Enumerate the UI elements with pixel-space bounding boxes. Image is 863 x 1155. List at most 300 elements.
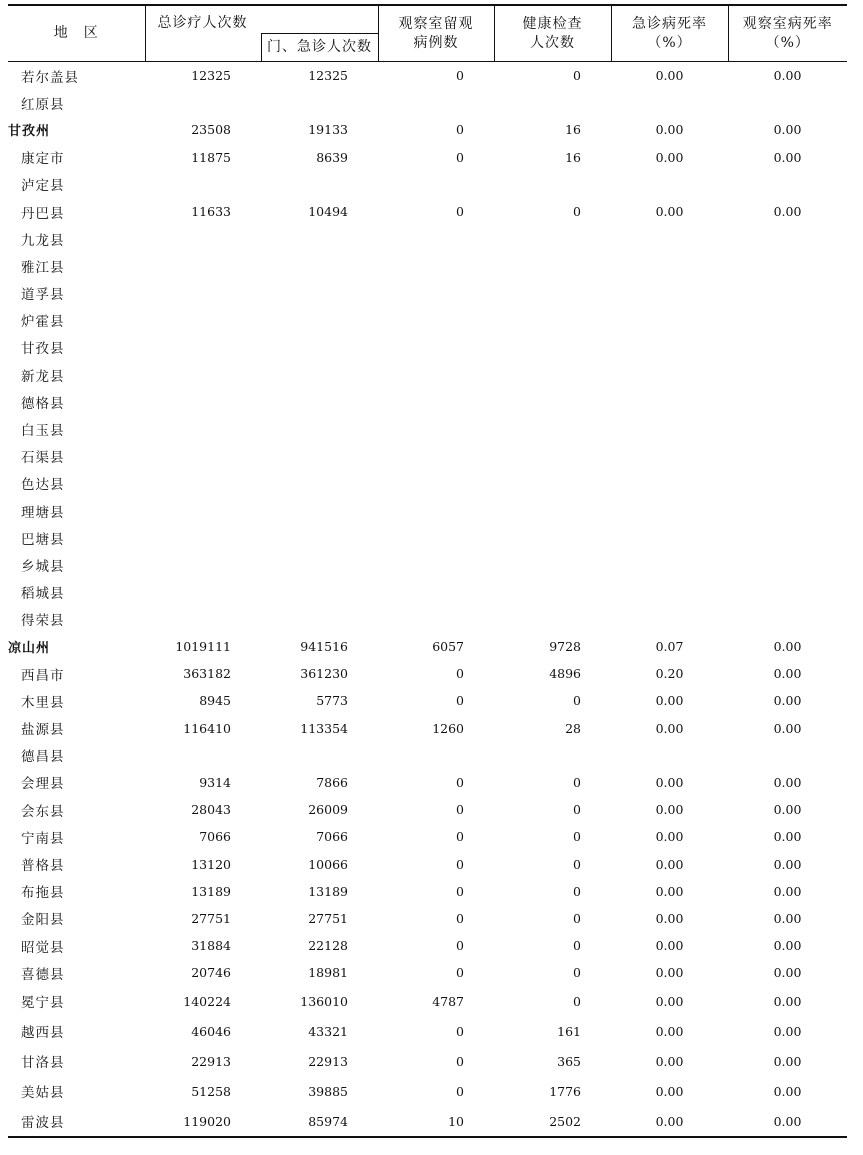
observation-cases-cell: 0 — [456, 938, 464, 954]
observation-death-rate-cell: 0.00 — [773, 639, 802, 655]
observation-death-rate-cell — [728, 443, 847, 470]
observation-death-rate-cell: 0.00 — [773, 693, 802, 709]
er-death-rate-cell: 0.00 — [655, 1023, 684, 1039]
region-cell: 甘洛县 — [21, 1055, 65, 1072]
observation-cases-cell: 0 — [456, 1083, 464, 1099]
total-visits-cell — [145, 524, 261, 551]
outpatient-visits-cell: 22913 — [308, 1053, 348, 1069]
region-cell: 九龙县 — [21, 232, 65, 249]
health-checkup-cell: 0 — [573, 856, 581, 872]
table-row — [8, 878, 847, 905]
health-checkup-cell — [494, 361, 611, 388]
region-cell: 色达县 — [21, 477, 65, 494]
table-row — [8, 89, 847, 116]
total-visits-cell — [145, 280, 261, 307]
outpatient-visits-cell: 13189 — [308, 883, 348, 899]
health-checkup-cell: 0 — [573, 883, 581, 899]
er-death-rate-cell: 0.00 — [655, 883, 684, 899]
region-cell: 普格县 — [21, 858, 65, 875]
observation-cases-cell — [378, 415, 494, 442]
er-death-rate-cell — [611, 388, 728, 415]
observation-death-rate-cell: 0.00 — [773, 910, 802, 926]
observation-death-rate-cell — [728, 524, 847, 551]
outpatient-visits-cell: 8639 — [316, 149, 348, 165]
table-row — [8, 334, 847, 361]
er-death-rate-cell: 0.00 — [655, 68, 684, 84]
table-row — [8, 606, 847, 633]
total-visits-cell: 140224 — [183, 993, 231, 1009]
total-visits-cell — [145, 171, 261, 198]
table-row — [8, 280, 847, 307]
er-death-rate-cell: 0.00 — [655, 693, 684, 709]
outpatient-visits-cell: 43321 — [308, 1023, 348, 1039]
health-checkup-cell: 4896 — [549, 666, 581, 682]
outpatient-visits-cell: 5773 — [316, 693, 348, 709]
health-checkup-cell: 9728 — [549, 639, 581, 655]
total-visits-cell: 11633 — [191, 204, 231, 220]
header-obs-death-line2: （%） — [765, 34, 810, 51]
health-checkup-cell — [494, 171, 611, 198]
table-row — [8, 1106, 847, 1137]
header-health-checkups — [494, 5, 611, 62]
er-death-rate-cell — [611, 307, 728, 334]
total-visits-cell — [145, 579, 261, 606]
health-checkup-cell: 2502 — [494, 1106, 611, 1137]
region-cell: 甘孜州 — [8, 124, 51, 140]
observation-cases-cell — [378, 497, 494, 524]
observation-cases-cell — [378, 225, 494, 252]
outpatient-visits-cell: 12325 — [308, 68, 348, 84]
outpatient-visits-cell — [261, 361, 378, 388]
region-cell: 雷波县 — [8, 1106, 145, 1137]
table-row — [8, 633, 847, 660]
er-death-rate-cell — [611, 551, 728, 578]
observation-cases-cell: 0 — [456, 68, 464, 84]
observation-cases-cell — [378, 388, 494, 415]
observation-cases-cell — [378, 171, 494, 198]
observation-cases-cell — [378, 280, 494, 307]
outpatient-visits-cell — [261, 307, 378, 334]
er-death-rate-cell — [611, 579, 728, 606]
observation-death-rate-cell — [728, 334, 847, 361]
observation-cases-cell: 6057 — [432, 639, 464, 655]
total-visits-cell: 8945 — [199, 693, 231, 709]
er-death-rate-cell: 0.00 — [655, 122, 684, 138]
observation-cases-cell — [378, 89, 494, 116]
observation-death-rate-cell — [728, 551, 847, 578]
region-cell: 康定市 — [21, 151, 65, 168]
observation-cases-cell: 0 — [456, 149, 464, 165]
region-cell: 美姑县 — [21, 1085, 65, 1102]
health-checkup-cell — [494, 443, 611, 470]
observation-death-rate-cell — [728, 225, 847, 252]
region-cell: 红原县 — [21, 96, 65, 113]
table-row — [8, 1046, 847, 1076]
region-cell: 得荣县 — [21, 613, 65, 630]
observation-death-rate-cell — [728, 606, 847, 633]
total-visits-cell: 23508 — [191, 122, 231, 138]
observation-death-rate-cell: 0.00 — [773, 666, 802, 682]
observation-cases-cell — [378, 579, 494, 606]
region-cell: 凉山州 — [8, 641, 51, 657]
header-observation-death-rate — [728, 5, 847, 62]
health-checkup-cell — [494, 606, 611, 633]
observation-death-rate-cell: 0.00 — [773, 802, 802, 818]
observation-death-rate-cell — [728, 579, 847, 606]
region-cell: 甘孜县 — [21, 341, 65, 358]
observation-cases-cell: 0 — [456, 693, 464, 709]
er-death-rate-cell: 0.00 — [655, 965, 684, 981]
region-cell: 德昌县 — [21, 749, 65, 766]
outpatient-visits-cell: 27751 — [308, 910, 348, 926]
observation-death-rate-cell — [728, 280, 847, 307]
region-cell: 道孚县 — [21, 287, 65, 304]
outpatient-visits-cell — [261, 225, 378, 252]
health-checkup-cell: 0 — [573, 693, 581, 709]
region-cell: 泸定县 — [21, 178, 65, 195]
header-obs-death-line1: 观察室病死率 — [742, 15, 833, 32]
observation-death-rate-cell: 0.00 — [773, 938, 802, 954]
outpatient-visits-cell: 10494 — [308, 204, 348, 220]
er-death-rate-cell: 0.00 — [655, 829, 684, 845]
region-cell: 巴塘县 — [21, 531, 65, 548]
observation-death-rate-cell — [728, 361, 847, 388]
er-death-rate-cell — [611, 334, 728, 361]
outpatient-visits-cell: 85974 — [261, 1106, 378, 1137]
observation-cases-cell — [378, 252, 494, 279]
observation-death-rate-cell — [728, 470, 847, 497]
er-death-rate-cell: 0.00 — [655, 938, 684, 954]
outpatient-visits-cell — [261, 171, 378, 198]
observation-death-rate-cell: 0.00 — [773, 1053, 802, 1069]
er-death-rate-cell: 0.00 — [655, 1053, 684, 1069]
outpatient-visits-cell — [261, 579, 378, 606]
total-visits-cell: 31884 — [191, 938, 231, 954]
er-death-rate-cell: 0.00 — [655, 910, 684, 926]
outpatient-visits-cell: 19133 — [308, 122, 348, 138]
health-checkup-cell — [494, 334, 611, 361]
total-visits-cell: 46046 — [191, 1023, 231, 1039]
outpatient-visits-cell: 113354 — [300, 720, 348, 736]
health-checkup-cell: 0 — [573, 829, 581, 845]
region-cell: 白玉县 — [21, 423, 65, 440]
observation-cases-cell: 0 — [456, 910, 464, 926]
health-checkup-cell: 0 — [573, 204, 581, 220]
outpatient-visits-cell: 7866 — [316, 774, 348, 790]
observation-death-rate-cell — [728, 388, 847, 415]
outpatient-visits-cell — [261, 551, 378, 578]
region-cell: 冕宁县 — [21, 995, 65, 1012]
table-row — [8, 687, 847, 714]
health-checkup-cell — [494, 579, 611, 606]
table-row — [8, 823, 847, 850]
header-er-death-line1: 急诊病死率 — [632, 15, 707, 32]
region-cell: 昭觉县 — [21, 939, 65, 956]
header-region: 地 区 — [8, 5, 145, 62]
region-cell: 丹巴县 — [21, 205, 65, 222]
table-row — [8, 551, 847, 578]
outpatient-visits-cell: 10066 — [308, 856, 348, 872]
outpatient-visits-cell: 26009 — [308, 802, 348, 818]
er-death-rate-cell — [611, 252, 728, 279]
table-row — [8, 415, 847, 442]
er-death-rate-cell: 0.00 — [611, 1106, 728, 1137]
table-row — [8, 850, 847, 877]
table-row — [8, 252, 847, 279]
health-checkup-cell: 16 — [565, 122, 581, 138]
er-death-rate-cell: 0.00 — [655, 993, 684, 1009]
observation-death-rate-cell — [728, 415, 847, 442]
observation-death-rate-cell — [728, 89, 847, 116]
outpatient-visits-cell — [261, 497, 378, 524]
outpatient-visits-cell — [261, 524, 378, 551]
observation-cases-cell: 0 — [456, 829, 464, 845]
total-visits-cell — [145, 307, 261, 334]
er-death-rate-cell: 0.00 — [655, 149, 684, 165]
observation-cases-cell — [378, 307, 494, 334]
observation-death-rate-cell: 0.00 — [773, 856, 802, 872]
outpatient-visits-cell — [261, 388, 378, 415]
region-cell: 金阳县 — [21, 912, 65, 929]
outpatient-visits-cell: 22128 — [308, 938, 348, 954]
region-cell: 若尔盖县 — [21, 69, 79, 86]
region-cell: 雅江县 — [21, 259, 65, 276]
region-cell: 宁南县 — [21, 830, 65, 847]
observation-death-rate-cell: 0.00 — [773, 204, 802, 220]
er-death-rate-cell — [611, 443, 728, 470]
total-visits-cell: 13120 — [191, 856, 231, 872]
header-observation-line2: 病例数 — [413, 34, 459, 51]
total-visits-cell — [145, 742, 261, 769]
header-er-death-line2: （%） — [647, 34, 692, 51]
health-checkup-cell: 16 — [565, 149, 581, 165]
health-checkup-cell: 28 — [565, 720, 581, 736]
total-visits-cell: 1019111 — [175, 639, 231, 655]
outpatient-visits-cell — [261, 443, 378, 470]
health-checkup-cell — [494, 388, 611, 415]
er-death-rate-cell: 0.00 — [655, 856, 684, 872]
observation-death-rate-cell — [728, 742, 847, 769]
total-visits-cell — [145, 470, 261, 497]
er-death-rate-cell: 0.00 — [655, 720, 684, 736]
health-checkup-cell — [494, 415, 611, 442]
total-visits-cell: 9314 — [199, 774, 231, 790]
total-visits-cell: 116410 — [183, 720, 231, 736]
table-row — [8, 388, 847, 415]
region-cell: 盐源县 — [21, 722, 65, 739]
observation-cases-cell: 0 — [456, 1023, 464, 1039]
table-row — [8, 116, 847, 143]
table-row — [8, 361, 847, 388]
health-checkup-cell: 0 — [573, 774, 581, 790]
total-visits-cell — [145, 551, 261, 578]
outpatient-visits-cell: 941516 — [300, 639, 348, 655]
observation-death-rate-cell: 0.00 — [773, 965, 802, 981]
observation-cases-cell: 0 — [456, 856, 464, 872]
header-observation-line1: 观察室留观 — [398, 15, 474, 32]
observation-death-rate-cell — [728, 252, 847, 279]
total-visits-cell — [145, 443, 261, 470]
health-checkup-cell: 1776 — [549, 1083, 581, 1099]
health-checkup-cell — [494, 280, 611, 307]
table-row — [8, 198, 847, 225]
observation-cases-cell — [378, 443, 494, 470]
observation-cases-cell: 0 — [456, 883, 464, 899]
header-total-spacer — [145, 34, 261, 62]
outpatient-visits-cell — [261, 742, 378, 769]
er-death-rate-cell — [611, 225, 728, 252]
health-checkup-cell: 0 — [573, 938, 581, 954]
table-row — [8, 905, 847, 932]
table-row — [8, 497, 847, 524]
region-cell: 新龙县 — [21, 368, 65, 385]
outpatient-visits-cell — [261, 415, 378, 442]
total-visits-cell: 363182 — [183, 666, 231, 682]
total-visits-cell: 11875 — [191, 149, 231, 165]
observation-cases-cell: 0 — [456, 965, 464, 981]
region-cell: 西昌市 — [21, 667, 65, 684]
table-row — [8, 307, 847, 334]
total-visits-cell — [145, 89, 261, 116]
health-checkup-cell: 161 — [557, 1023, 581, 1039]
header-er-death-rate — [611, 5, 728, 62]
table-row — [8, 959, 847, 986]
er-death-rate-cell — [611, 742, 728, 769]
outpatient-visits-cell: 136010 — [300, 993, 348, 1009]
health-checkup-cell — [494, 470, 611, 497]
table-row — [8, 62, 847, 90]
health-checkup-cell — [494, 497, 611, 524]
observation-cases-cell: 1260 — [432, 720, 464, 736]
table-row — [8, 1016, 847, 1046]
er-death-rate-cell — [611, 524, 728, 551]
health-checkup-cell — [494, 252, 611, 279]
total-visits-cell — [145, 252, 261, 279]
observation-death-rate-cell — [728, 171, 847, 198]
region-cell: 石渠县 — [21, 450, 65, 467]
table-row — [8, 660, 847, 687]
health-checkup-cell: 0 — [573, 965, 581, 981]
observation-death-rate-cell: 0.00 — [773, 1023, 802, 1039]
table-header — [8, 5, 847, 62]
total-visits-cell: 51258 — [191, 1083, 231, 1099]
region-cell: 会东县 — [21, 803, 65, 820]
observation-cases-cell: 0 — [456, 666, 464, 682]
health-checkup-cell: 0 — [573, 910, 581, 926]
outpatient-visits-cell: 7066 — [316, 829, 348, 845]
er-death-rate-cell: 0.00 — [655, 802, 684, 818]
observation-death-rate-cell: 0.00 — [773, 829, 802, 845]
total-visits-cell: 119020 — [145, 1106, 261, 1137]
observation-cases-cell: 4787 — [432, 993, 464, 1009]
er-death-rate-cell — [611, 497, 728, 524]
table-row — [8, 986, 847, 1016]
region-cell: 会理县 — [21, 776, 65, 793]
er-death-rate-cell — [611, 415, 728, 442]
health-checkup-cell — [494, 551, 611, 578]
observation-cases-cell — [378, 524, 494, 551]
health-checkup-cell: 0 — [573, 802, 581, 818]
observation-cases-cell — [378, 361, 494, 388]
table-body — [8, 62, 847, 1138]
outpatient-visits-cell: 361230 — [300, 666, 348, 682]
outpatient-visits-cell — [261, 280, 378, 307]
observation-cases-cell — [378, 742, 494, 769]
medical-statistics-table — [8, 4, 847, 1138]
table-row — [8, 171, 847, 198]
health-checkup-cell — [494, 225, 611, 252]
outpatient-visits-cell — [261, 470, 378, 497]
region-cell: 布拖县 — [21, 885, 65, 902]
observation-cases-cell — [378, 551, 494, 578]
total-visits-cell — [145, 606, 261, 633]
outpatient-visits-cell: 18981 — [308, 965, 348, 981]
total-visits-cell: 28043 — [191, 802, 231, 818]
outpatient-visits-cell: 39885 — [308, 1083, 348, 1099]
total-visits-cell: 13189 — [191, 883, 231, 899]
observation-death-rate-cell — [728, 307, 847, 334]
health-checkup-cell — [494, 89, 611, 116]
er-death-rate-cell — [611, 470, 728, 497]
table-row — [8, 443, 847, 470]
total-visits-cell: 20746 — [191, 965, 231, 981]
observation-death-rate-cell: 0.00 — [773, 720, 802, 736]
table-row — [8, 932, 847, 959]
total-visits-cell: 22913 — [191, 1053, 231, 1069]
header-observation-cases — [378, 5, 494, 62]
health-checkup-cell — [494, 307, 611, 334]
region-cell: 乡城县 — [21, 558, 65, 575]
table-row — [8, 715, 847, 742]
observation-death-rate-cell: 0.00 — [773, 122, 802, 138]
er-death-rate-cell — [611, 361, 728, 388]
observation-cases-cell — [378, 470, 494, 497]
health-checkup-cell: 0 — [573, 993, 581, 1009]
observation-death-rate-cell: 0.00 — [773, 1083, 802, 1099]
health-checkup-cell: 0 — [573, 68, 581, 84]
er-death-rate-cell: 0.20 — [655, 666, 684, 682]
total-visits-cell — [145, 497, 261, 524]
table-row — [8, 796, 847, 823]
header-checkup-line1: 健康检查 — [522, 15, 583, 32]
observation-death-rate-cell: 0.00 — [773, 774, 802, 790]
table-row — [8, 579, 847, 606]
observation-cases-cell — [378, 606, 494, 633]
er-death-rate-cell: 0.00 — [655, 774, 684, 790]
region-cell: 越西县 — [21, 1025, 65, 1042]
observation-cases-cell — [378, 334, 494, 361]
region-cell: 喜德县 — [21, 966, 65, 983]
observation-death-rate-cell: 0.00 — [773, 993, 802, 1009]
er-death-rate-cell: 0.00 — [655, 204, 684, 220]
er-death-rate-cell — [611, 280, 728, 307]
region-cell: 木里县 — [21, 694, 65, 711]
health-checkup-cell: 365 — [557, 1053, 581, 1069]
health-checkup-cell — [494, 742, 611, 769]
table-row — [8, 769, 847, 796]
er-death-rate-cell — [611, 171, 728, 198]
outpatient-visits-cell — [261, 334, 378, 361]
table-row — [8, 524, 847, 551]
observation-death-rate-cell — [728, 497, 847, 524]
total-visits-cell — [145, 388, 261, 415]
er-death-rate-cell: 0.00 — [655, 1083, 684, 1099]
region-cell: 炉霍县 — [21, 314, 65, 331]
total-visits-cell — [145, 225, 261, 252]
header-outpatient-visits: 门、急诊人次数 — [261, 34, 378, 62]
observation-death-rate-cell: 0.00 — [773, 68, 802, 84]
er-death-rate-cell — [611, 606, 728, 633]
